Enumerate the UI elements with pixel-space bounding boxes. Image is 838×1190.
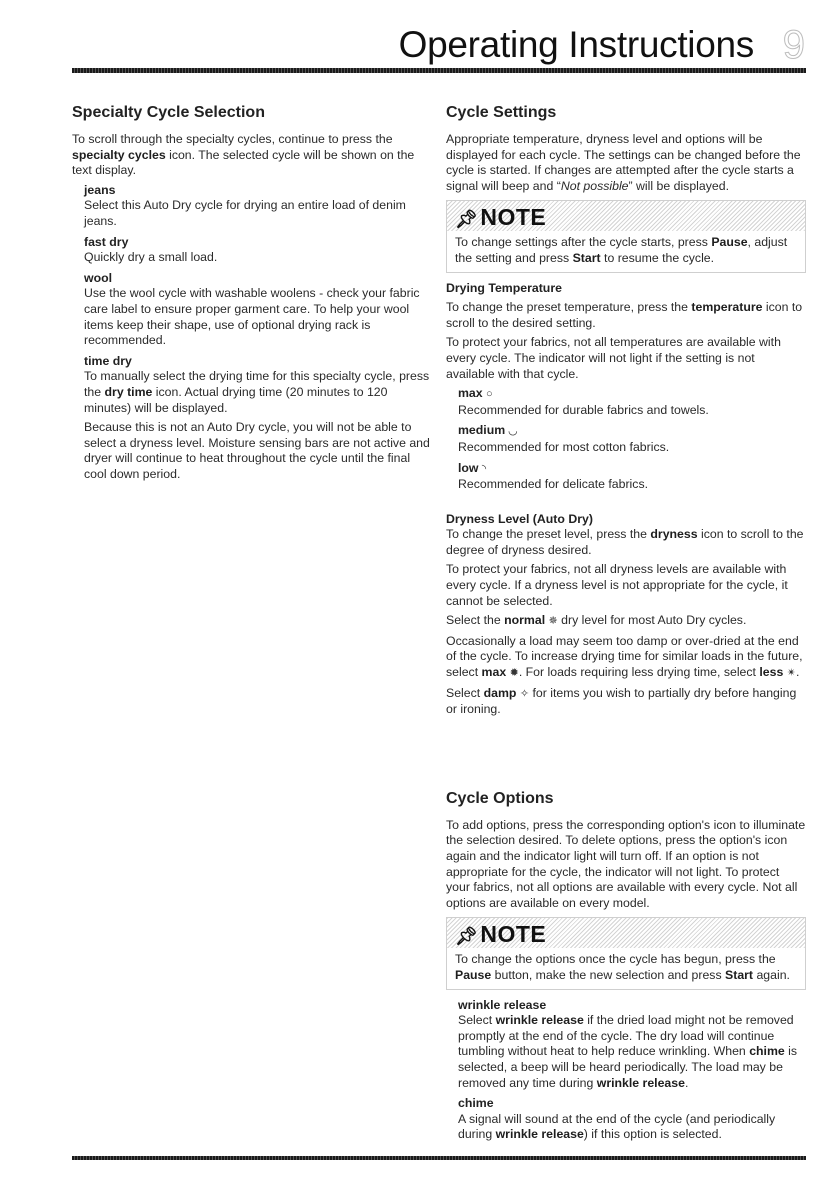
note-box-settings: [446, 200, 806, 272]
jeans-text: Select this Auto Dry cycle for drying an entire load of denim jeans.: [84, 198, 406, 228]
note-title: NOTE: [480, 204, 547, 231]
low-temp-icon: ◝: [481, 462, 487, 475]
chime-title: chime: [458, 1096, 494, 1111]
dryness-level-heading: Dryness Level (Auto Dry): [446, 511, 593, 526]
note-text: To change settings after the cycle starts, press Pause, adjust the setting and press Start to resume the cycle.: [455, 235, 788, 265]
temperature-text-1: To change the preset temperature, press the temperature icon to scroll to the desired setting.: [446, 300, 803, 330]
low-title: low: [458, 460, 479, 475]
note-box-options: [446, 917, 806, 989]
max-text: Recommended for durable fabrics and towels.: [458, 402, 709, 417]
footer-rule: [72, 1156, 806, 1160]
time-dry-title: time dry: [84, 353, 132, 368]
max-dry-icon: ✹: [509, 667, 519, 680]
fast-dry-title: fast dry: [84, 234, 129, 249]
medium-text: Recommended for most cotton fabrics.: [458, 439, 670, 454]
pushpin-icon: 📌︎: [455, 926, 479, 947]
max-title: max: [458, 386, 483, 401]
time-dry-text-2: Because this is not an Auto Dry cycle, you will not be able to select a dryness level. Moisture sensing bars are not active and dryer will continue to heat throughout the cycle until the final cool down period.: [84, 420, 430, 481]
cycle-options-text: To add options, press the corresponding option's icon to illuminate the selection desired. To delete options, press the option's icon again and the indicator light will turn off. If an option is not appropriate for the cycle, the indicator will not light. To protect your fabrics, not all options are available with every cycle. Not all options are available on every model.: [446, 817, 806, 910]
dryness-text-5: Select damp ✧ for items you wish to partially dry before hanging or ironing.: [446, 685, 797, 717]
cycle-settings-text: Appropriate temperature, dryness level and options will be displayed for each cycle. The settings can be changed before the cycle is started. If changes are attempted after the cycle starts a signal will beep and “Not possible” will be displayed.: [446, 132, 801, 193]
medium-temp-icon: ◡: [508, 425, 518, 438]
left-column: [72, 104, 432, 487]
damp-dry-icon: ✧: [519, 687, 530, 700]
wool-text: Use the wool cycle with washable woolens - check your fabric care label to ensure proper garment care. To help your wool items keep their shape, use of optional drying rack is recommended.: [84, 286, 420, 348]
cycle-options-heading: Cycle Options: [446, 789, 554, 807]
time-dry-text: To manually select the drying time for this specialty cycle, press the dry time icon. Actual drying time (20 minutes to 120 minutes) will be displayed.: [84, 369, 430, 415]
page-title: Operating Instructions: [398, 24, 754, 65]
cycle-settings-heading: Cycle Settings: [446, 104, 557, 121]
dryness-text-4: Occasionally a load may seem too damp or over-dried at the end of the cycle. To increase drying time for similar loads in the future, select max ✹. For loads requiring less drying time, select less ✴.: [446, 633, 803, 680]
dryness-text-1: To change the preset level, press the dryness icon to scroll to the degree of dryness desired.: [446, 527, 804, 557]
jeans-title: jeans: [84, 182, 116, 197]
dryness-text-3: Select the normal ✵ dry level for most Auto Dry cycles.: [446, 613, 747, 628]
header-rule: [72, 68, 806, 73]
medium-title: medium: [458, 423, 506, 438]
low-text: Recommended for delicate fabrics.: [458, 477, 649, 492]
temperature-text-2: To protect your fabrics, not all temperatures are available with every cycle. The indicator will not light if the setting is not available with that cycle.: [446, 335, 781, 381]
page-number: 9: [782, 23, 805, 67]
wrinkle-release-title: wrinkle release: [458, 997, 547, 1012]
wrinkle-release-text: Select wrinkle release if the dried load might not be removed promptly at the end of the cycle. The dry load will continue tumbling without heat to help reduce wrinkling. When chime is selected, a beep will be heard periodically. The load may be removed any time during wrinkle release.: [458, 1013, 798, 1090]
fast-dry-text: Quickly dry a small load.: [84, 250, 218, 265]
less-dry-icon: ✴: [786, 667, 796, 680]
pushpin-icon: 📌︎: [455, 209, 479, 230]
drying-temperature-heading: Drying Temperature: [446, 280, 562, 295]
dryness-text-2: To protect your fabrics, not all dryness levels are available with every cycle. If a dryness level is not appropriate for the cycle, it cannot be selected.: [446, 562, 788, 608]
max-temp-icon: ○: [486, 388, 493, 401]
wool-title: wool: [84, 270, 113, 285]
right-column: [446, 104, 806, 1148]
specialty-intro: To scroll through the specialty cycles, continue to press the specialty cycles icon. The selected cycle will be shown on the text display.: [72, 132, 415, 178]
chime-text: A signal will sound at the end of the cycle (and periodically during wrinkle release) if this option is selected.: [458, 1111, 776, 1142]
note-title: NOTE: [480, 921, 547, 948]
note-text: To change the options once the cycle has begun, press the Pause button, make the new selection and press Start again.: [455, 952, 790, 982]
specialty-heading: Specialty Cycle Selection: [72, 104, 265, 121]
normal-dry-icon: ✵: [548, 615, 558, 628]
